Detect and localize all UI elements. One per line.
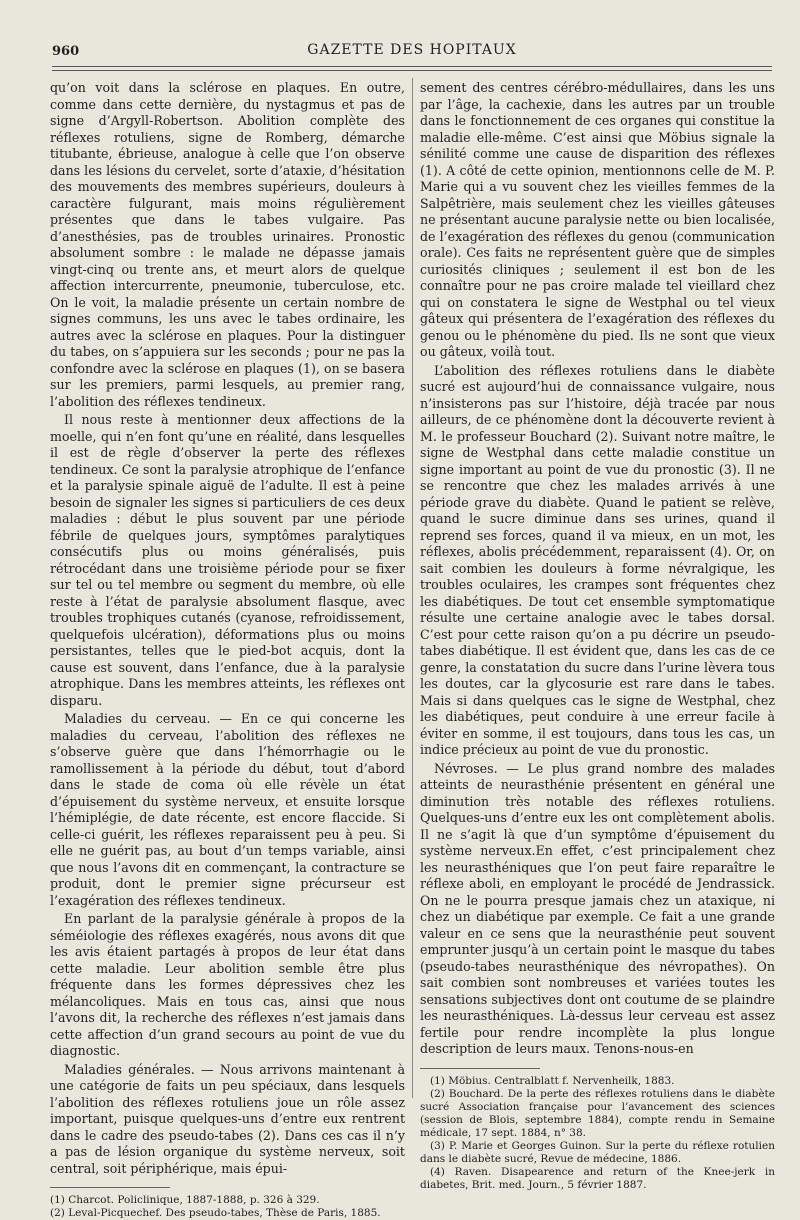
- section-paragraph-cerveau: Maladies du cerveau. — En ce qui concerne les maladies du cerveau, l’abolition des réflexes ne s’observe guère que dans l’hémorrhagie ou le ramollissement à la période du début, tout d’abord dans le stade de coma où elle révèle un état d’épuisement du système nerveux, et ensuite lorsque l’hémiplégie, de date récente, est encore flaccide. Si celle-ci guérit, les réflexes reparaissent peu à peu. Si elle ne guérit pas, au bout d’un temps variable, ainsi que nous l’avons dit en commençant, la contracture se produit, dont le premier signe précurseur est l’exagération des réflexes tendineux.: [50, 711, 405, 908]
- footnote-rule: [50, 1187, 170, 1188]
- header-rule: [52, 66, 772, 67]
- page-header: [52, 42, 772, 64]
- header-rule-double: [52, 70, 772, 71]
- paragraph: qu’on voit dans la sclérose en plaques. En outre, comme dans cette dernière, du nystagmus et pas de signe d’Argyll-Robertson. Abolition complète des réflexes rotuliens, signe de Romberg, démarche titubante, ébrieuse, analogue à celle que l’on observe dans les lésions du cervelet, sorte d’ataxie, d’hésitation des mouvements des membres supérieurs, douleurs à caractère fulgurant, mais moins régulièrement présentes que dans le tabes vulgaire. Pas d’anesthésies, pas de troubles urinaires. Pronostic absolument sombre : le malade ne dépasse jamais vingt-cinq ou trente ans, et meurt alors de quelque affection intercurrente, pneumonie, tuberculose, etc. On le voit, la maladie présente un certain nombre de signes communs, les uns avec le tabes ordinaire, les autres avec la sclérose en plaques. Pour la distinguer du tabes, on s’appuiera sur les seconds ; pour ne pas la confondre avec la sclérose en plaques (1), on se basera sur les premiers, parmi lesquels, au premier rang, l’abolition des réflexes tendineux.: [50, 80, 405, 409]
- paragraph: sement des centres cérébro-médullaires, dans les uns par l’âge, la cachexie, dans les autres par un trouble dans le fonctionnement de ces organes qui constitue la maladie elle-même. C’est ainsi que Möbius signale la sénilité comme une cause de disparition des réflexes (1). A côté de cette opinion, mentionnons celle de M. P. Marie qui a vu souvent chez les vieilles femmes de la Salpêtrière, mais seulement chez les vieilles gâteuses ne présentant aucune paralysie nette ou bien localisée, de l’exagération des réflexes du genou (communication orale). Ces faits ne représentent guère que de simples curiosités cliniques ; seulement il est bon de les connaître pour ne pas croire malade tel vieillard chez qui on constatera le signe de Westphal ou tel vieux gâteux qui présentera de l’exagération des réflexes du genou ou le phénomène du pied. Ils ne sont que vieux ou gâteux, voilà tout.: [420, 80, 775, 359]
- paragraph: En parlant de la paralysie générale à propos de la séméiologie des réflexes exagérés, nous avons dit que les avis étaient partagés à propos de leur état dans cette maladie. Leur abolition semble être plus fréquente dans les formes dépressives chez les mélancoliques. Mais en tous cas, ainsi que nous l’avons dit, la recherche des réflexes n’est jamais dans cette affection d’un grand secours au point de vue du diagnostic.: [50, 911, 405, 1058]
- footnote: (2) Bouchard. De la perte des réflexes rotuliens dans le diabète sucré Association française pour l’avancement des sciences (session de Blois, septembre 1884), compte rendu in Semaine médicale, 17 sept. 1884, n° 38.: [420, 1087, 775, 1139]
- footnote: (1) Charcot. Policlinique, 1887-1888, p. 326 à 329.: [50, 1194, 320, 1206]
- right-column: [420, 80, 775, 1192]
- footnote: (4) Raven. Disapearence and return of the Knee-jerk in diabetes, Brit. med. Journ., 5 février 1887.: [420, 1165, 775, 1191]
- paragraph: Il nous reste à mentionner deux affections de la moelle, qui n’en font qu’une en réalité, dans lesquelles il est de règle d’observer la perte des réflexes tendineux. Ce sont la paralysie atrophique de l’enfance et la paralysie spinale aiguë de l’adulte. Il est à peine besoin de signaler les signes si particuliers de ces deux maladies : début le plus souvent par une période fébrile de quelques jours, symptômes paralytiques consécutifs plus ou moins généralisés, puis rétrocédant dans une troisième période pour se fixer sur tel ou tel membre ou segment du membre, où elle reste à l’état de paralysie absolument flasque, avec troubles trophiques cutanés (cyanose, refroidissement, quelquefois ulcération), déformations plus ou moins persistantes, telles que le pied-bot acquis, dont la cause est souvent, dans l’enfance, due à la paralysie atrophique. Dans les membres atteints, les réflexes ont disparu.: [50, 412, 405, 708]
- section-paragraph-generales: Maladies générales. — Nous arrivons maintenant à une catégorie de faits un peu spéciaux, dans lesquels l’abolition des réflexes rotuliens joue un rôle assez important, puisque quelques-uns d’entre eux rentrent dans le cadre des pseudo-tabes (2). Dans ces cas il n’y a pas de lésion organique du système nerveux, soit central, soit périphérique, mais épui-: [50, 1061, 405, 1176]
- column-divider: [412, 78, 413, 1098]
- footnote: (2) Leval-Picquechef. Des pseudo-tabes, Thèse de Paris, 1885.: [50, 1207, 381, 1219]
- running-title: GAZETTE DES HOPITAUX: [307, 42, 517, 58]
- paragraph: L’abolition des réflexes rotuliens dans le diabète sucré est aujourd’hui de connaissance vulgaire, nous n’insisterons pas sur l’histoire, déjà tracée par nous ailleurs, de ce phénomène dont la découverte revient à M. le professeur Bouchard (2). Suivant notre maître, le signe de Westphal dans cette maladie constitue un signe important au point de vue du pronostic (3). Il ne se rencontre que chez les malades arrivés à une période grave du diabète. Quand le patient se relève, quand le sucre diminue dans ses urines, quand il reprend ses forces, quand il va mieux, en un mot, les réflexes, abolis précédemment, reparaissent (4). Or, on sait combien les douleurs à forme névralgique, les troubles oculaires, les crampes sont fréquentes chez les diabétiques. De tout cet ensemble symptomatique résulte une certaine analogie avec le tabes dorsal. C’est pour cette raison qu’on a pu décrire un pseudo-tabes diabétique. Il est évident que, dans les cas de ce genre, la constatation du sucre dans l’urine lèvera tous les doutes, car la glycosurie est rare dans le tabes. Mais si dans quelques cas le signe de Westphal, chez les diabétiques, peut conduire à une erreur facile à éviter en somme, il est toujours, dans tous les cas, un indice précieux au point de vue du pronostic.: [420, 362, 775, 757]
- footnote: (1) Möbius. Centralblatt f. Nervenheilk, 1883.: [430, 1074, 675, 1087]
- page-number: 960: [52, 44, 80, 59]
- left-column: [50, 80, 405, 1220]
- section-paragraph-nevroses: Névroses. — Le plus grand nombre des malades atteints de neurasthénie présentent en général une diminution très notable des réflexes rotuliens. Quelques-uns d’entre eux les ont complètement abolis. Il ne s’agit là que d’un symptôme d’épuisement du système nerveux.En effet, c’est principalement chez les neurasthéniques que l’on peut faire reparaître le réflexe aboli, en employant le procédé de Jendrassick. On ne le pourra presque jamais chez un ataxique, ni chez un diabétique par exemple. Ce fait a une grande valeur en ce sens que la neurasthénie peut souvent emprunter jusqu’à un certain point le masque du tabes (pseudo-tabes neurasthénique des névropathes). On sait combien sont nombreuses et variées toutes les sensations subjectives dont ont coutume de se plaindre les neurasthéniques. Là-dessus leur cerveau est assez fertile pour rendre incomplète la plus longue description de leurs maux. Tenons-nous-en: [420, 760, 775, 1056]
- footnote: (3) P. Marie et Georges Guinon. Sur la perte du réflexe rotulien dans le diabète sucré, Revue de médecine, 1886.: [420, 1139, 775, 1165]
- footnote-rule: [420, 1068, 540, 1069]
